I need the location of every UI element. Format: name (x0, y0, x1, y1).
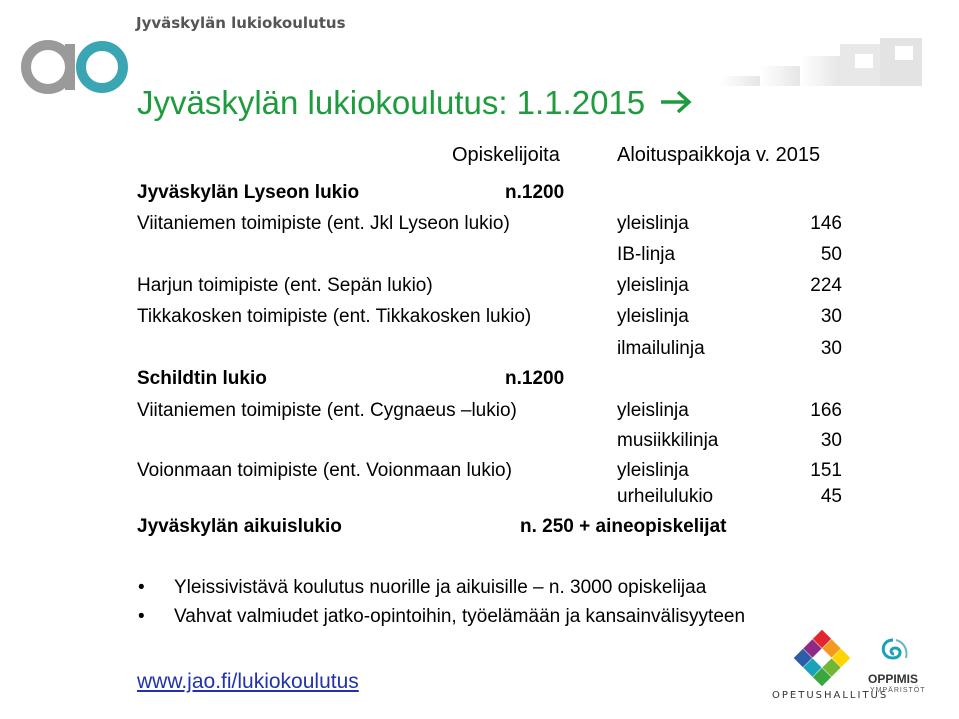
site-name: Viitaniemen toimipiste (ent. Cygnaeus –lukio) (137, 400, 517, 421)
school-count: n.1200 (505, 182, 565, 203)
line-name: ilmailulinja (617, 338, 705, 359)
places-value: 50 (820, 244, 842, 265)
swirl-logo-icon (868, 636, 918, 670)
column-header-students: Opiskelijoita (452, 144, 560, 166)
bullet-dot-icon: • (138, 606, 145, 627)
oppimisymparistot-logo (868, 636, 926, 694)
places-value: 45 (820, 486, 842, 507)
arrow-right-icon (659, 84, 693, 122)
opetushallitus-text: OPETUSHALLITUS (772, 690, 889, 701)
bullet-text: Yleissivistävä koulutus nuorille ja aikuisille – n. 3000 opiskelijaa (174, 577, 707, 598)
line-name: IB-linja (617, 244, 676, 265)
places-value: 151 (810, 460, 842, 481)
oppimis-subtext: YMPÄRISTÖT (870, 687, 926, 694)
places-value: 30 (820, 338, 842, 359)
line-name: yleislinja (617, 460, 689, 481)
page-title-text: Jyväskylän lukiokoulutus: 1.1.2015 (137, 84, 646, 121)
org-name: Jyväskylän lukiokoulutus (136, 14, 346, 32)
oppimis-text: OPPIMIS (868, 672, 919, 686)
site-name: Tikkakosken toimipiste (ent. Tikkakosken lukio) (137, 306, 532, 327)
diamond-logo-icon (780, 630, 864, 686)
line-name: yleislinja (617, 400, 689, 421)
column-header-places: Aloituspaikkoja v. 2015 (617, 144, 821, 166)
places-value: 30 (820, 306, 842, 327)
line-name: musiikkilinja (617, 430, 719, 451)
places-value: 30 (820, 430, 842, 451)
opetushallitus-logo (772, 630, 889, 701)
bullet-item (138, 606, 746, 628)
line-name: urheilulukio (617, 486, 714, 507)
line-name: yleislinja (617, 213, 689, 234)
bullet-item (138, 577, 707, 599)
line-name: yleislinja (617, 306, 689, 327)
school-name: Jyväskylän aikuislukio (137, 516, 342, 537)
ao-logo (18, 30, 128, 105)
website-link[interactable]: www.jao.fi/lukiokoulutus (137, 670, 359, 693)
line-name: yleislinja (617, 275, 689, 296)
bullet-text: Vahvat valmiudet jatko-opintoihin, työelämään ja kansainvälisyyteen (174, 606, 746, 627)
page-title (137, 84, 693, 122)
school-count: n. 250 + aineopiskelijat (520, 516, 727, 537)
site-name: Viitaniemen toimipiste (ent. Jkl Lyseon lukio) (137, 213, 510, 234)
school-name: Jyväskylän Lyseon lukio (137, 182, 360, 203)
site-name: Voionmaan toimipiste (ent. Voionmaan lukio) (137, 460, 512, 481)
places-value: 224 (810, 275, 842, 296)
school-name: Schildtin lukio (137, 368, 267, 389)
school-count: n.1200 (505, 368, 565, 389)
places-value: 146 (810, 213, 842, 234)
places-value: 166 (810, 400, 842, 421)
site-name: Harjun toimipiste (ent. Sepän lukio) (137, 275, 433, 296)
bullet-dot-icon: • (138, 577, 145, 598)
